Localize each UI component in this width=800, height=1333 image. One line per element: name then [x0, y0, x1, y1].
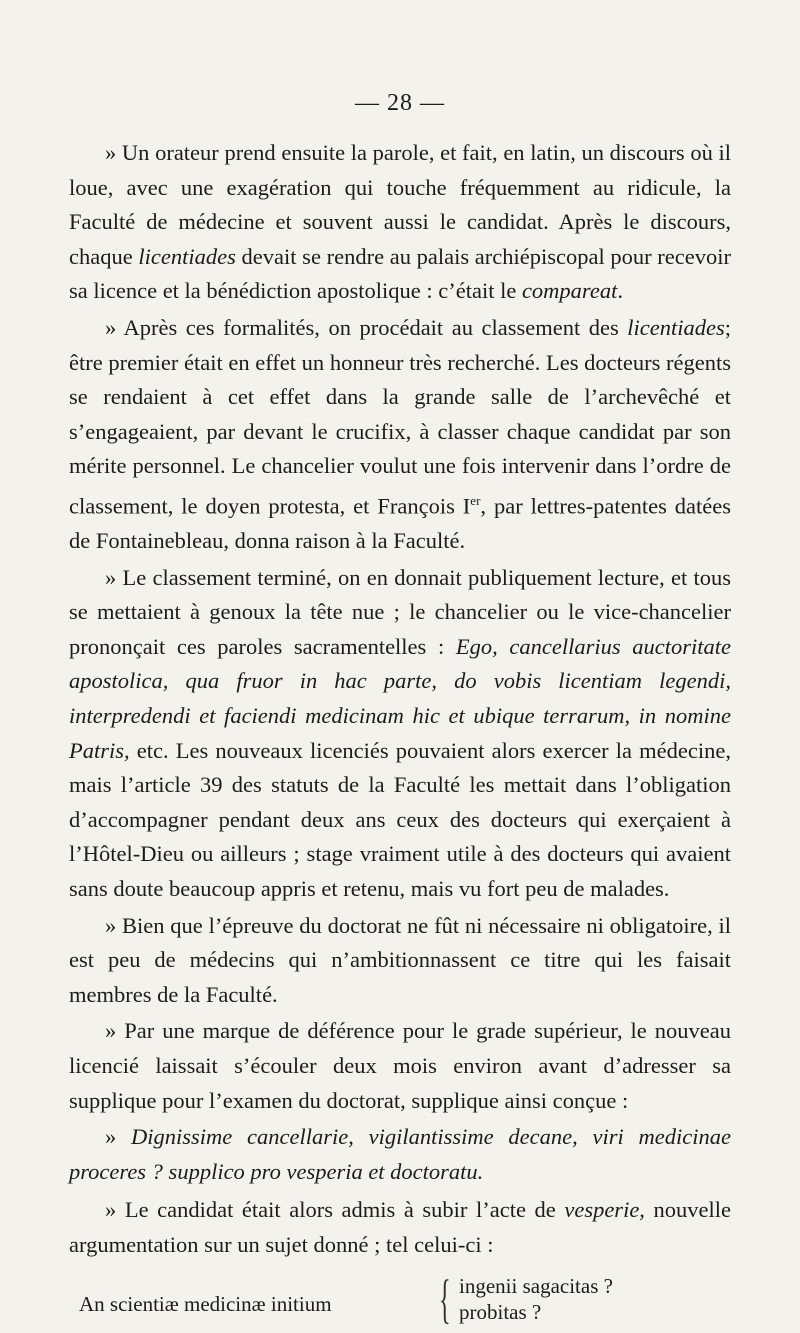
- paragraph-3: [69, 561, 731, 907]
- page-number: — 28 —: [355, 90, 445, 116]
- text-run: » Un orateur prend ensuite la parole, et fait, en latin, un discours où il loue, avec une exagération qui touche fréquemment au ridicule, la Faculté de médecine et souvent aussi le candidat. Après le discours, chaque: [69, 140, 731, 269]
- paragraph-2: [69, 311, 731, 559]
- body-text: [69, 136, 731, 1333]
- paragraph-6: [69, 1120, 731, 1189]
- question-options: [459, 1273, 613, 1325]
- option-2: probitas ?: [459, 1299, 542, 1324]
- option-1: ingenii sagacitas ?: [459, 1273, 613, 1298]
- italic-term: licentiades: [627, 314, 725, 340]
- text-run: , par lettres-patentes datées de Fontainebleau, donna raison à la Faculté.: [69, 493, 731, 554]
- paragraph-1: [69, 136, 731, 309]
- text-run: nouvelle argumentation sur un sujet donné ; tel celui-ci :: [69, 1197, 731, 1257]
- paragraph-7: [69, 1193, 731, 1262]
- text-run: » Après ces formalités, on procédait au classement des: [105, 314, 628, 340]
- text-run: » Le classement terminé, on en donnait publiquement lecture, et tous se mettaient à genoux la tête nue ; le chancelier ou le vice-chancelier prononçait ces paroles sacramentelles :: [69, 564, 731, 659]
- text-run: .: [617, 278, 623, 304]
- brace-glyph: {: [439, 1268, 451, 1329]
- latin-supplication: Dignissime cancellarie, vigilantissime decane, viri medicinae proceres ? supplico pro vesperia et doctoratu.: [69, 1124, 731, 1184]
- text-run: etc. Les nouveaux licenciés pouvaient alors exercer la médecine, mais l’article 39 des statuts de la Faculté les mettait dans l’obligation d’accompagner pendant deux ans ceux des docteurs qui exerçaient à l’Hôtel-Dieu ou ailleurs ; stage vraiment utile à des docteurs qui avaient sans doute beaucoup appris et retenu, mais vu fort peu de malades.: [69, 737, 731, 901]
- italic-term: vesperie,: [564, 1197, 645, 1223]
- question-left: An scientiæ medicinæ initium: [79, 1291, 332, 1316]
- text-run: » Le candidat était alors admis à subir l’acte de: [105, 1197, 565, 1223]
- paragraph-4: » Bien que l’épreuve du doctorat ne fût ni nécessaire ni obligatoire, il est peu de médecins qui n’ambitionnassent ce titre qui les faisait membres de la Faculté.: [69, 912, 731, 1007]
- text-run: devait se rendre au palais archiépiscopal pour recevoir sa licence et la bénédiction apostolique : c’était le: [69, 243, 731, 304]
- thesis-question: [69, 1268, 731, 1333]
- text-run: ; être premier était en effet un honneur très recherché. Les docteurs régents se rendaient à cet effet dans la grande salle de l’archevêché et s’engageaient, par devant le crucifix, à classer chaque candidat par son mérite personnel. Le chancelier voulut une fois intervenir dans l’ordre de classement, le doyen protesta, et François I: [69, 314, 731, 519]
- paragraph-5: » Par une marque de déférence pour le grade supérieur, le nouveau licencié laissait s’écouler deux mois environ avant d’adresser sa supplique pour l’examen du doctorat, supplique ainsi conçue :: [69, 1018, 731, 1113]
- text-run: »: [105, 1124, 132, 1150]
- superscript: er: [470, 492, 481, 508]
- italic-term: licentiades: [138, 243, 236, 269]
- italic-term: compareat: [521, 278, 618, 304]
- latin-formula: Ego, cancellarius auctoritate apostolica, qua fruor in hac parte, do vobis licentiam legendi, interpredendi et faciendi medicinam hic et ubique terrarum, in nomine Patris,: [69, 633, 731, 763]
